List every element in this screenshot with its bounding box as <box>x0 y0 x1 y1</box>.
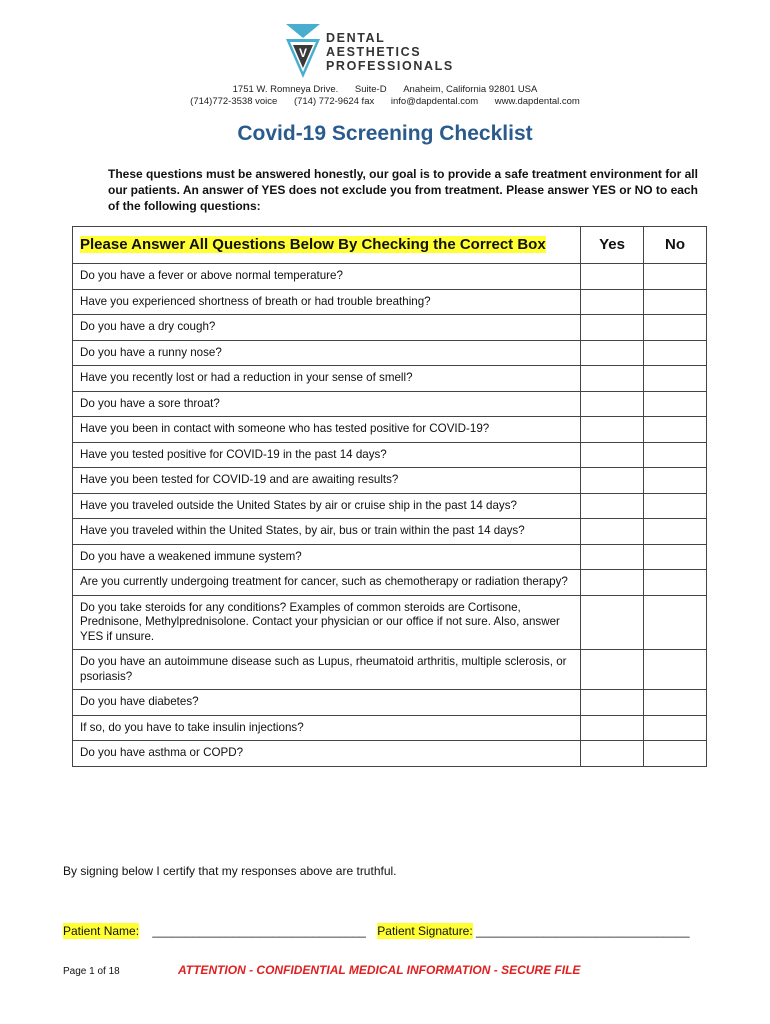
yes-checkbox-cell[interactable] <box>581 289 644 315</box>
yes-checkbox-cell[interactable] <box>581 690 644 716</box>
question-text: Do you have a sore throat? <box>73 391 581 417</box>
screening-table <box>72 226 707 767</box>
question-text: Have you traveled within the United States, by air, bus or train within the past 14 days? <box>73 519 581 545</box>
yes-checkbox-cell[interactable] <box>581 741 644 767</box>
question-text: Have you experienced shortness of breath or had trouble breathing? <box>73 289 581 315</box>
yes-checkbox-cell[interactable] <box>581 544 644 570</box>
yes-checkbox-cell[interactable] <box>581 468 644 494</box>
question-list <box>73 264 707 767</box>
no-checkbox-cell[interactable] <box>644 442 707 468</box>
question-row <box>73 690 707 716</box>
logo-line: PROFESSIONALS <box>326 59 454 73</box>
city-state-zip: Anaheim, California 92801 USA <box>403 84 538 95</box>
question-row <box>73 519 707 545</box>
question-row <box>73 570 707 596</box>
yes-checkbox-cell[interactable] <box>581 595 644 650</box>
yes-checkbox-cell[interactable] <box>581 715 644 741</box>
yes-checkbox-cell[interactable] <box>581 264 644 290</box>
question-text: Have you tested positive for COVID-19 in the past 14 days? <box>73 442 581 468</box>
no-checkbox-cell[interactable] <box>644 519 707 545</box>
confidential-notice: ATTENTION - CONFIDENTIAL MEDICAL INFORMATION - SECURE FILE <box>178 963 581 977</box>
yes-column-header: Yes <box>581 227 644 264</box>
patient-name-label: Patient Name: <box>63 924 140 938</box>
patient-name-field[interactable]: ________________________________ <box>152 924 366 938</box>
yes-checkbox-cell[interactable] <box>581 442 644 468</box>
question-text: Do you have a fever or above normal temperature? <box>73 264 581 290</box>
table-header-row <box>73 227 707 264</box>
question-text: If so, do you have to take insulin injections? <box>73 715 581 741</box>
no-checkbox-cell[interactable] <box>644 690 707 716</box>
suite: Suite-D <box>354 84 387 95</box>
no-checkbox-cell[interactable] <box>644 650 707 690</box>
no-checkbox-cell[interactable] <box>644 570 707 596</box>
logo-wordmark <box>326 31 454 73</box>
email: info@dapdental.com <box>390 96 479 107</box>
question-row <box>73 715 707 741</box>
yes-checkbox-cell[interactable] <box>581 519 644 545</box>
question-text: Do you take steroids for any conditions? Examples of common steroids are Cortisone, Prednisone, Methylprednisolone. Contact your physician or our office if not sure. Also, answer YES if unsure. <box>73 595 581 650</box>
logo-line: DENTAL <box>326 31 386 45</box>
intro-paragraph: These questions must be answered honestly, our goal is to provide a safe treatment environment for all our patients. An answer of YES does not exclude you from treatment. Please answer YES or NO to each of the following questions: <box>108 167 698 213</box>
question-row <box>73 741 707 767</box>
no-checkbox-cell[interactable] <box>644 289 707 315</box>
yes-checkbox-cell[interactable] <box>581 570 644 596</box>
no-checkbox-cell[interactable] <box>644 493 707 519</box>
yes-checkbox-cell[interactable] <box>581 366 644 392</box>
no-checkbox-cell[interactable] <box>644 715 707 741</box>
no-checkbox-cell[interactable] <box>644 417 707 443</box>
no-checkbox-cell[interactable] <box>644 264 707 290</box>
no-checkbox-cell[interactable] <box>644 741 707 767</box>
table-header-text: Please Answer All Questions Below By Checking the Correct Box <box>80 235 546 253</box>
phone-fax: (714) 772-9624 fax <box>293 96 375 107</box>
question-text: Are you currently undergoing treatment for cancer, such as chemotherapy or radiation therapy? <box>73 570 581 596</box>
patient-signature-field[interactable]: ________________________________ <box>476 924 690 938</box>
question-text: Have you been in contact with someone who has tested positive for COVID-19? <box>73 417 581 443</box>
question-text: Do you have a weakened immune system? <box>73 544 581 570</box>
page-number: Page 1 of 18 <box>63 966 120 977</box>
website: www.dapdental.com <box>494 96 580 107</box>
street-address: 1751 W. Romneya Drive. <box>232 84 339 95</box>
question-text: Do you have an autoimmune disease such as Lupus, rheumatoid arthritis, multiple sclerosis, or psoriasis? <box>73 650 581 690</box>
no-checkbox-cell[interactable] <box>644 468 707 494</box>
question-row <box>73 650 707 690</box>
question-text: Do you have a dry cough? <box>73 315 581 341</box>
yes-checkbox-cell[interactable] <box>581 650 644 690</box>
patient-signature-label: Patient Signature: <box>377 924 473 938</box>
question-text: Have you been tested for COVID-19 and are awaiting results? <box>73 468 581 494</box>
question-row <box>73 417 707 443</box>
question-row <box>73 493 707 519</box>
question-text: Have you traveled outside the United States by air or cruise ship in the past 14 days? <box>73 493 581 519</box>
company-logo <box>286 24 486 80</box>
address-line <box>0 84 770 95</box>
question-text: Do you have asthma or COPD? <box>73 741 581 767</box>
question-row <box>73 391 707 417</box>
yes-checkbox-cell[interactable] <box>581 340 644 366</box>
question-text: Do you have a runny nose? <box>73 340 581 366</box>
no-column-header: No <box>644 227 707 264</box>
question-row <box>73 468 707 494</box>
question-row <box>73 264 707 290</box>
yes-checkbox-cell[interactable] <box>581 493 644 519</box>
contact-line <box>0 96 770 107</box>
question-row <box>73 595 707 650</box>
logo-line: AESTHETICS <box>326 45 422 59</box>
question-text: Do you have diabetes? <box>73 690 581 716</box>
no-checkbox-cell[interactable] <box>644 391 707 417</box>
yes-checkbox-cell[interactable] <box>581 417 644 443</box>
table-header <box>73 227 581 264</box>
question-row <box>73 340 707 366</box>
no-checkbox-cell[interactable] <box>644 595 707 650</box>
question-row <box>73 366 707 392</box>
certification-statement: By signing below I certify that my responses above are truthful. <box>63 864 397 878</box>
no-checkbox-cell[interactable] <box>644 366 707 392</box>
signature-row <box>63 924 690 938</box>
phone-voice: (714)772-3538 voice <box>190 96 278 107</box>
yes-checkbox-cell[interactable] <box>581 315 644 341</box>
no-checkbox-cell[interactable] <box>644 544 707 570</box>
question-row <box>73 289 707 315</box>
question-row <box>73 442 707 468</box>
logo-v-triangle-icon <box>286 24 320 78</box>
question-text: Have you recently lost or had a reduction in your sense of smell? <box>73 366 581 392</box>
question-row <box>73 544 707 570</box>
yes-checkbox-cell[interactable] <box>581 391 644 417</box>
question-row <box>73 315 707 341</box>
no-checkbox-cell[interactable] <box>644 340 707 366</box>
no-checkbox-cell[interactable] <box>644 315 707 341</box>
svg-text:V: V <box>298 46 308 60</box>
page-title: Covid-19 Screening Checklist <box>237 122 533 145</box>
